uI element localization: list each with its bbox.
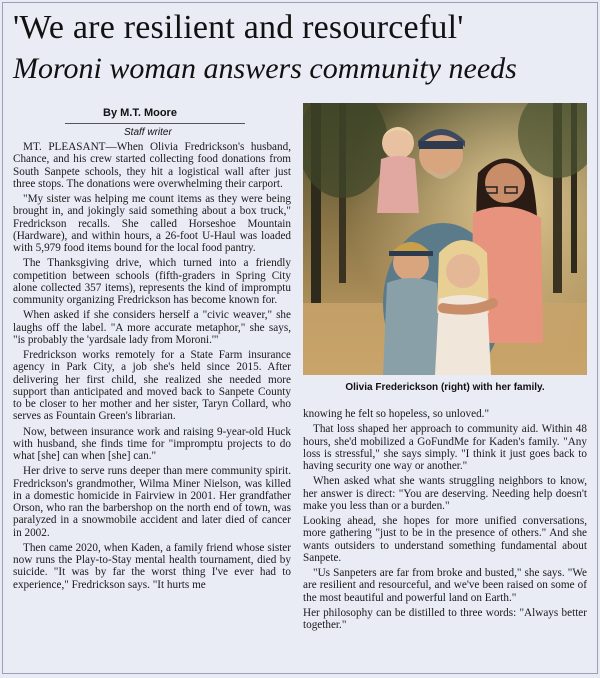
newspaper-page — [2, 2, 598, 674]
paragraph: "My sister was helping me count items as they were being brought in, and jokingly said something about a box truck," Fredrickson recalls. She called Horseshoe Mountain (Hardware), and within hours, a 26-foot U-Haul was loaded with 5,979 food items bound for the local food pantry. — [13, 193, 291, 254]
paragraph: That loss shaped her approach to community aid. Within 48 hours, she'd mobilized a GoFundMe for Kaden's family. "Any loss is stressful," she says simply. "I think it just goes back to having security one way or another." — [303, 423, 587, 472]
article-column-1 — [13, 141, 291, 671]
paragraph: "Us Sanpeters are far from broke and busted," she says. "We are resilient and resourceful, and we've been raised on some of the most beautiful and powerful land on Earth." — [303, 567, 587, 604]
paragraph: Now, between insurance work and raising 9-year-old Huck with husband, she finds time for "impromptu projects to do what [she] can when [she] can." — [13, 425, 291, 462]
headline: 'We are resilient and resourceful' — [13, 9, 464, 46]
subheadline: Moroni woman answers community needs — [13, 52, 517, 85]
paragraph: Then came 2020, when Kaden, a family friend whose sister now runs the Play-to-Stay mental health tournament, died by suicide. "It was by far the worst thing I've ever had to experience," Fredrickson says. "It hurts me — [13, 541, 291, 591]
paragraph: knowing he felt so hopeless, so unloved." — [303, 408, 490, 420]
paragraph: The Thanksgiving drive, which turned into a friendly competition between schools (fifth-graders in Spring City alone collected 357 items), represents the kind of impromptu community organizing Fredrickson has become known for. — [13, 257, 291, 306]
family-photo — [303, 103, 587, 375]
byline-role: Staff writer — [124, 127, 172, 138]
paragraph: Her philosophy can be distilled to three words: "Always better together." — [303, 606, 587, 631]
paragraph: When asked if she considers herself a "civic weaver," she laughs off the label. "A more accurate metaphor," she says, "is probably the 'yardsale lady from Moroni.'" — [13, 309, 291, 346]
byline: By M.T. Moore — [103, 107, 177, 119]
article-column-2 — [303, 408, 587, 673]
photo-caption: Olivia Frederickson (right) with her family. — [345, 382, 545, 393]
byline-rule — [65, 123, 245, 124]
paragraph: When asked what she wants struggling neighbors to know, her answer is direct: "You are deserving. Needing help doesn't make you less than or a burden." — [303, 475, 587, 512]
paragraph: MT. PLEASANT—When Olivia Fredrickson's husband, Chance, and his crew started collecting food donations from South Sanpete schools, they hit a logistical wall after just three stops. The donations were overwhelming their carport. — [13, 141, 291, 190]
paragraph: Her drive to serve runs deeper than mere community spirit. Fredrickson's grandmother, Wilma Miner Nielson, was killed in a domestic homicide in Fairview in 2001. Her grandfather Orson, who ran the barbershop on the north end of town, was paralyzed in a snowmobile accident and later died of cancer in 2002. — [13, 465, 291, 539]
paragraph: Fredrickson works remotely for a State Farm insurance agency in Park City, a job she's held since 2015. After delivering her first child, she realized she needed more support than anticipated and moved back to Sanpete County to be closer to her mother and her sister, Taryn Collard, who serves as Fountain Green's librarian. — [13, 349, 291, 423]
family-photo-illustration — [303, 103, 587, 375]
paragraph: Looking ahead, she hopes for more unified conversations, more gathering "just to be in the presence of others." And she wants outsiders to understand something fundamental about Sanpete. — [303, 515, 587, 564]
